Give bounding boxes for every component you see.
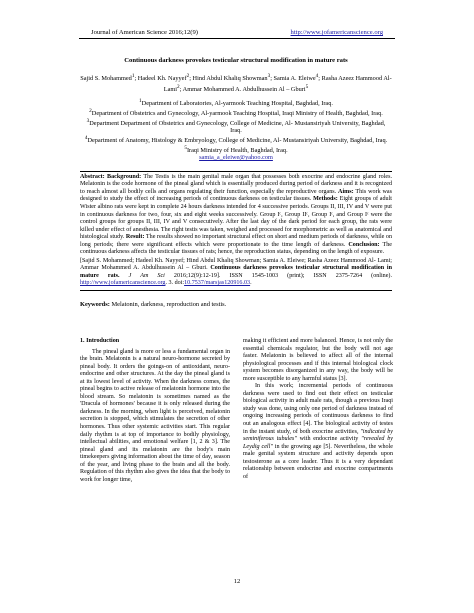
- author: Sajid S. Mohammed: [80, 75, 132, 83]
- author-mark: 4: [315, 73, 319, 79]
- author: ; Ammar Mohammed A. Abdulhussein Al – Gburi: [179, 86, 306, 94]
- author-mark: 1: [131, 73, 135, 79]
- affiliation-text: Department of Anatomy, Histology & Embryology, College of Medicine, Al- Mustansiriyah University, Baghdad, Iraq.: [87, 136, 388, 144]
- running-header: [79, 27, 395, 39]
- affiliation-text: Department of Obstetrics and Gynecology, Al-yarmook Teaching Hospital, Iraqi Ministry of Health, Baghdad, Iraq.: [91, 109, 383, 117]
- affiliations: [80, 98, 392, 162]
- author: ; Samia A. Eleiwe: [270, 75, 316, 83]
- citation: [80, 258, 392, 288]
- affiliation-text: Iraqi Ministry of Health, Baghdad, Iraq.: [186, 146, 288, 154]
- abstract-result-label: Result:: [125, 234, 145, 241]
- keywords-label: Keywords:: [80, 301, 110, 309]
- author-mark: 2: [177, 84, 180, 91]
- abstract-methods-label: Methods:: [313, 196, 338, 203]
- citation-journal: J Am Sci: [128, 272, 165, 279]
- divider: [80, 171, 392, 172]
- author-mark: 3: [267, 73, 271, 79]
- keywords: [80, 301, 392, 308]
- paragraph-text: in the growing age [5]. Nevertheless, the whole male genital system structure and activity depends upon testosterone as a core leader. Thus it is a very dependant relationship between endocrine and exocrine compartments of: [243, 443, 393, 480]
- affiliation-number: 2: [89, 107, 92, 114]
- author-list: [80, 72, 392, 94]
- citation-title: Continuous darkness provokes testicular structural modification in mature rats.: [80, 265, 392, 279]
- affiliation-number: 1: [139, 98, 142, 105]
- citation-details: 2016;12(9):12-19]. ISSN 1545-1003 (print); ISSN 2375-7264 (online).: [173, 272, 392, 279]
- affiliation: [80, 135, 392, 145]
- article-title: Continuous darkness provokes testicular structural modification in mature rats: [124, 57, 348, 64]
- citation-doi-prefix: . 3. doi:: [165, 280, 185, 287]
- affiliation-text: Department Department of Obstetrics and Gynecology, College of Medicine, Al- Mustansiriyah University, Baghdad, Iraq.: [89, 119, 386, 135]
- abstract: [80, 174, 392, 257]
- abstract-conclusion-text: The continuous darkness affects the testicular tissues of rats; hence, the reproduction status, depending on the length of exposure.: [80, 241, 392, 256]
- section-heading: 1. Introduction: [80, 338, 120, 344]
- abstract-aims-text: This work was designed to study the effect of increasing periods of continuous darkness on testicular tissues.: [80, 188, 392, 203]
- author-mark: 5: [305, 84, 309, 91]
- affiliation: [80, 145, 392, 155]
- quoted-text: "indicated by seminiferous tubules": [243, 428, 393, 443]
- paragraph-text: with endocrine activity: [299, 436, 359, 443]
- right-column: [243, 338, 393, 481]
- abstract-conclusion-label: Conclusion:: [348, 241, 380, 248]
- abstract-result-text: The results showed no important structural effect on short and medium periods of darkness, while on long periods; there were significant effects which were proportionate to the time length of darkness.: [80, 234, 393, 248]
- author: ; Hind Abdul Khaliq Showman: [189, 75, 268, 83]
- abstract-aims-label: Aims:: [338, 188, 354, 195]
- author: ; Rasha Azeez Hammood Al- Lami: [163, 75, 392, 94]
- affiliation: [80, 108, 392, 118]
- page-number: 12: [233, 578, 241, 585]
- abstract-methods-text: Eight groups of adult Wister albino rats were kept in complete 24 hours darkness intended for 4 successive periods. Groups II, III, IV and V were put in continuous darkness for two, four, six and eight weeks successively. Group Iᶜ, Group IIᶜ, Group Iᶜ, and Group Iᶜ were the control groups for groups II, III, IV and V consecutively. After the last day of the dark period for each group, the rats were killed under effect of anesthesia. The right testis was taken, weighed and processed for morphometric as well as anatomical and histological study.: [80, 196, 392, 241]
- citation-authors: [Sajid S. Mohammed; Hadeel Kh. Nayyef; Hind Abdul Khaliq Showman; Samia A. Eleiwe; Rasha Azeez Hammood Al- Lami; Ammar Mohammed A. Abdulhussein Al – Gburi.: [80, 257, 392, 272]
- journal-name: Journal of American Science 2016;12(9): [91, 29, 198, 36]
- corresponding-email-link[interactable]: samia_a_eleiwe@yahoo.com: [199, 154, 273, 162]
- author: ; Hadeel Kh. Nayyef: [134, 75, 187, 83]
- keywords-text: Melatonin, darkness, reproduction and testis.: [111, 301, 227, 309]
- affiliation: [80, 118, 392, 135]
- abstract-background-label: Abstract: Background:: [80, 173, 142, 180]
- abstract-background-text: The Testis is the main genital male organ that possesses both exocrine and endocrine gland roles. Melatonin is the code hormone of the pineal gland which is essentially produced during period of darkness and it is recognized to reach almost all bodily cells and organs regulating their function, especially the reproductive organs.: [80, 173, 392, 195]
- citation-end: .: [250, 280, 252, 287]
- doi-link[interactable]: 10.7537/marsjas120916.03: [184, 280, 251, 287]
- paragraph: [243, 383, 393, 481]
- divider: [80, 290, 392, 291]
- affiliation-number: 4: [84, 134, 88, 141]
- left-column: [80, 338, 230, 484]
- affiliation-number: 3: [86, 117, 90, 124]
- paragraph: The pineal gland is more or less a fundamental organ in the brain. Melatonin is a natural neuro-hormone secreted by pineal body. It orders the goings-on of antioxidant, neuro-endocrine and other structures. At the day the pineal gland is at its lowest level of activity. When the darkness comes, the pineal begins to active release of melatonin hormone into the blood stream. So melatonin is sometimes named as the 'Dracula of hormones' because it is only released during the darkness. In the morning, when light is perceived, melatonin secretion is stopped, which stimulates the secretion of other hormones. Thus other systemic activities start. This regular daily rhythm is at top of importance to bodily physiology, intellectual abilities, and emotional welfare [1, 2 & 3]. The pineal gland and its melatonin are the body's main timekeepers giving information about the time of day, season of the year, and living phase to the brain and all the body. Regulation of this rhythm also gives the idea that the body to work for longer time,: [80, 348, 230, 483]
- paragraph: making it efficient and more balanced. Hence, is not only the essential chemicals regulator, but the body will not age faster. Melatonin is believed to affect all of the internal physiological processes and if this internal biological clock system becomes disorganized in any way, the body will be more susceptible to any harmful status [3].: [243, 338, 393, 382]
- affiliation: [80, 98, 392, 108]
- journal-url-link[interactable]: http://www.jofamericanscience.org: [290, 29, 383, 36]
- affiliation-text: Department of Laboratories, Al-yarmook Teaching Hospital, Baghdad, Iraq.: [141, 100, 333, 108]
- affiliation-number: 5: [184, 144, 187, 151]
- paragraph-text: In this work; incremental periods of continuous darkness were used to find out their effect on testicular biological activity in adult male rats, though a previous Iraqi study was done, using only one period of darkness instead of ongoing increasing periods of continuous darkness to find out an analogous effect [4]. The biological activity of testes in the instant study, of both exocrine activities,: [243, 383, 393, 435]
- quoted-text: "revealed by Leydig cell": [243, 436, 393, 450]
- author-mark: 2: [186, 73, 190, 79]
- citation-url-link[interactable]: http://www.jofamericanscience.org: [80, 280, 166, 287]
- front-matter: [80, 57, 392, 308]
